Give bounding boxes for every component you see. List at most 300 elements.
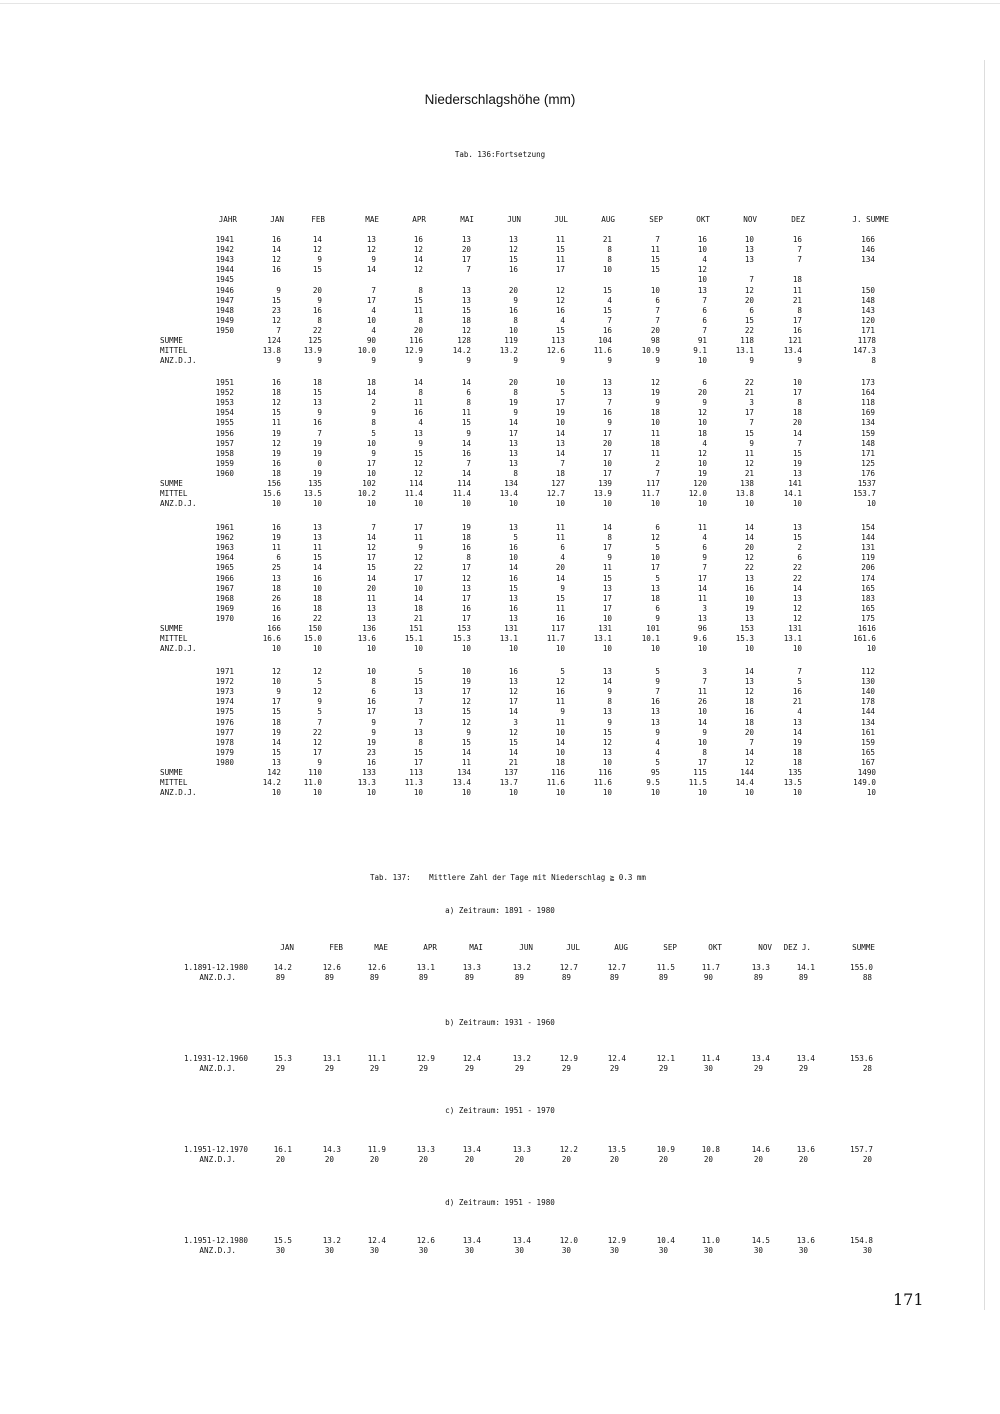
value-cell: 21 xyxy=(792,697,802,707)
table-row xyxy=(0,584,1000,594)
table-row xyxy=(0,439,1000,449)
value-cell: 10 xyxy=(508,553,518,563)
column-header: MAI xyxy=(469,943,483,952)
table-row xyxy=(0,667,1000,677)
value-cell: 17 xyxy=(697,573,707,583)
summary-cell: 13.8 xyxy=(262,346,281,356)
summary-cell: 11.6 xyxy=(593,778,612,788)
value-cell: 14 xyxy=(792,428,802,438)
column-header: SEP xyxy=(663,943,677,952)
value-cell: 18 xyxy=(366,378,376,387)
value-cell: 15 xyxy=(413,295,423,305)
count-cell: 88 xyxy=(862,973,872,982)
value-cell: 19 xyxy=(271,428,281,438)
summary-row xyxy=(0,489,1000,499)
value-cell: 12 xyxy=(650,533,660,543)
value-cell: 12 xyxy=(744,553,754,563)
summary-cell: 114 xyxy=(409,479,423,488)
value-cell: 7 xyxy=(749,275,754,285)
value-cell: 4 xyxy=(655,737,660,747)
summary-cell: 95 xyxy=(650,768,660,777)
value-cell: 12 xyxy=(555,295,565,305)
value-cell: 10 xyxy=(555,378,565,387)
value-cell: 15 xyxy=(650,255,660,265)
value-cell: 22 xyxy=(744,378,754,387)
summary-cell: 128 xyxy=(457,336,471,345)
value-cell: 16 xyxy=(271,613,281,623)
value-cell: 18 xyxy=(792,408,802,418)
value-cell: 12 xyxy=(461,717,471,727)
column-header: OKT xyxy=(708,943,722,952)
value-cell: 7 xyxy=(317,717,322,727)
summary-cell: 12.9 xyxy=(404,346,423,356)
count-cell: 29 xyxy=(561,1064,571,1073)
value-cell: 16 xyxy=(312,573,322,583)
year-cell: 1960 xyxy=(215,468,234,478)
value-cell: 12.4 xyxy=(462,1054,481,1063)
value-cell: 8 xyxy=(513,315,518,325)
summary-cell: 13.4 xyxy=(783,346,802,356)
year-cell: 1949 xyxy=(215,315,234,325)
value-cell: 17 xyxy=(508,428,518,438)
count-cell: 29 xyxy=(324,1064,334,1073)
value-cell: 17 xyxy=(792,315,802,325)
value-cell: 11 xyxy=(792,285,802,295)
value-cell: 17 xyxy=(461,563,471,573)
table-row xyxy=(0,687,1000,697)
value-cell: 16 xyxy=(697,235,707,244)
period-title: a) Zeitraum: 1891 - 1980 xyxy=(445,906,555,915)
summary-label: ANZ.D.J. xyxy=(160,499,197,509)
value-cell: 8 xyxy=(418,315,423,325)
value-cell: 12 xyxy=(461,325,471,335)
column-header: JAHR xyxy=(218,215,237,224)
value-cell: 9 xyxy=(607,717,612,727)
summary-cell: 13.1 xyxy=(783,634,802,644)
value-cell: 17 xyxy=(413,757,423,767)
value-cell: 13 xyxy=(461,295,471,305)
value-cell: 13.6 xyxy=(796,1236,815,1245)
value-cell: 13 xyxy=(461,285,471,295)
summary-cell: 138 xyxy=(740,479,754,488)
summary-cell: 10 xyxy=(650,499,660,509)
value-cell: 13.1 xyxy=(322,1054,341,1063)
value-cell: 20 xyxy=(744,543,754,553)
year-cell: 1962 xyxy=(215,533,234,543)
value-cell: 13 xyxy=(744,613,754,623)
value-cell: 13 xyxy=(792,717,802,727)
page-title: Niederschlagshöhe (mm) xyxy=(424,92,576,107)
period-counts-row xyxy=(0,1064,1000,1074)
value-cell: 13 xyxy=(366,235,376,244)
value-cell: 12 xyxy=(271,315,281,325)
value-cell: 9 xyxy=(317,757,322,767)
value-cell: 17 xyxy=(555,265,565,275)
table-row xyxy=(0,255,1000,265)
value-cell: 17 xyxy=(413,573,423,583)
value-cell: 13 xyxy=(792,593,802,603)
value-cell: 16 xyxy=(461,543,471,553)
value-cell: 10 xyxy=(555,747,565,757)
value-cell: 17 xyxy=(366,295,376,305)
value-cell: 13 xyxy=(508,677,518,687)
value-cell: 16 xyxy=(366,697,376,707)
value-cell: 10 xyxy=(366,438,376,448)
value-cell: 17 xyxy=(366,458,376,468)
value-cell: 10 xyxy=(697,737,707,747)
column-header: DEZ J. xyxy=(783,943,811,952)
summary-cell: 10 xyxy=(366,788,376,798)
value-cell: 12.0 xyxy=(559,1236,578,1245)
count-cell: 30 xyxy=(703,1246,713,1255)
value-cell: 5 xyxy=(418,667,423,676)
value-cell: 13.4 xyxy=(462,1145,481,1154)
value-cell: 10 xyxy=(366,315,376,325)
value-cell: 120 xyxy=(861,315,875,325)
value-cell: 10 xyxy=(312,583,322,593)
value-cell: 23 xyxy=(366,747,376,757)
value-cell: 10 xyxy=(271,677,281,687)
value-cell: 9 xyxy=(466,428,471,438)
value-cell: 13 xyxy=(508,523,518,532)
value-cell: 16 xyxy=(508,573,518,583)
value-cell: 13 xyxy=(650,707,660,717)
value-cell: 5 xyxy=(655,757,660,767)
value-cell: 12 xyxy=(744,687,754,697)
value-cell: 18 xyxy=(461,315,471,325)
value-cell: 171 xyxy=(861,325,875,335)
summary-cell: 9 xyxy=(418,356,423,366)
year-cell: 1954 xyxy=(215,408,234,418)
value-cell: 4 xyxy=(702,533,707,543)
value-cell: 11 xyxy=(555,255,565,265)
value-cell: 6 xyxy=(560,543,565,553)
summary-cell: 119 xyxy=(504,336,518,345)
year-cell: 1968 xyxy=(215,593,234,603)
value-cell: 16 xyxy=(792,687,802,697)
value-cell: 7 xyxy=(702,677,707,687)
value-cell: 18 xyxy=(413,603,423,613)
year-cell: 1955 xyxy=(215,418,234,428)
value-cell: 17 xyxy=(602,428,612,438)
value-cell: 13 xyxy=(508,458,518,468)
summary-cell: 110 xyxy=(308,768,322,777)
count-cell: 89 xyxy=(464,973,474,982)
value-cell: 13.6 xyxy=(796,1145,815,1154)
column-header: JUL xyxy=(566,943,580,952)
value-cell: 14 xyxy=(413,593,423,603)
count-cell: 89 xyxy=(418,973,428,982)
value-cell: 12.9 xyxy=(607,1236,626,1245)
value-cell: 12.2 xyxy=(559,1145,578,1154)
value-cell: 16 xyxy=(555,613,565,623)
value-cell: 8 xyxy=(607,697,612,707)
value-cell: 12.6 xyxy=(322,963,341,972)
value-cell: 5 xyxy=(655,573,660,583)
value-cell: 14 xyxy=(555,448,565,458)
value-cell: 10 xyxy=(697,458,707,468)
value-cell: 15 xyxy=(602,727,612,737)
value-cell: 9 xyxy=(607,553,612,563)
value-cell: 13 xyxy=(413,727,423,737)
summary-label: ANZ.D.J. xyxy=(160,788,197,798)
column-header: OKT xyxy=(696,215,710,224)
count-cell: 20 xyxy=(514,1155,524,1164)
value-cell: 12 xyxy=(555,677,565,687)
count-cell: 20 xyxy=(418,1155,428,1164)
value-cell: 9 xyxy=(418,438,423,448)
value-cell: 22 xyxy=(792,573,802,583)
period-title: b) Zeitraum: 1931 - 1960 xyxy=(445,1018,555,1027)
count-cell: 29 xyxy=(464,1064,474,1073)
value-cell: 13 xyxy=(312,398,322,408)
value-cell: 14 xyxy=(602,523,612,532)
summary-cell: 9 xyxy=(317,356,322,366)
year-cell: 1967 xyxy=(215,583,234,593)
summary-cell: 10 xyxy=(555,644,565,654)
value-cell: 10 xyxy=(697,707,707,717)
count-cell: 30 xyxy=(369,1246,379,1255)
summary-cell: 147.3 xyxy=(853,346,876,356)
value-cell: 7 xyxy=(655,305,660,315)
year-cell: 1951 xyxy=(215,378,234,387)
period-values-row xyxy=(0,1145,1000,1155)
value-cell: 12 xyxy=(312,737,322,747)
value-cell: 16 xyxy=(508,603,518,613)
value-cell: 6 xyxy=(702,543,707,553)
summary-cell: 11.6 xyxy=(593,346,612,356)
value-cell: 16 xyxy=(555,305,565,315)
summary-cell: 102 xyxy=(362,479,376,488)
value-cell: 20 xyxy=(697,388,707,398)
value-cell: 18 xyxy=(271,583,281,593)
value-cell: 7 xyxy=(371,285,376,295)
value-cell: 13 xyxy=(792,523,802,532)
value-cell: 12 xyxy=(697,448,707,458)
table-row xyxy=(0,235,1000,245)
value-cell: 13 xyxy=(697,613,707,623)
value-cell: 154 xyxy=(861,523,875,532)
value-cell: 14.5 xyxy=(751,1236,770,1245)
summary-cell: 11.4 xyxy=(452,489,471,499)
value-cell: 17 xyxy=(744,408,754,418)
value-cell: 130 xyxy=(861,677,875,687)
table-row xyxy=(0,398,1000,408)
value-cell: 17 xyxy=(555,398,565,408)
value-cell: 13 xyxy=(366,613,376,623)
value-cell: 14 xyxy=(744,523,754,532)
value-cell: 13 xyxy=(555,438,565,448)
year-cell: 1959 xyxy=(215,458,234,468)
column-header: MAE xyxy=(365,215,379,224)
value-cell: 12 xyxy=(413,245,423,255)
table-row xyxy=(0,738,1000,748)
table-row xyxy=(0,677,1000,687)
summary-cell: 10 xyxy=(866,788,876,798)
count-cell: 90 xyxy=(703,973,713,982)
summary-cell: 10 xyxy=(271,499,281,509)
value-cell: 13 xyxy=(508,438,518,448)
value-cell: 6 xyxy=(371,687,376,697)
summary-cell: 10 xyxy=(312,644,322,654)
value-cell: 18 xyxy=(650,438,660,448)
value-cell: 21 xyxy=(744,468,754,478)
year-cell: 1973 xyxy=(215,687,234,697)
value-cell: 11 xyxy=(744,448,754,458)
value-cell: 16 xyxy=(413,408,423,418)
count-cell: 30 xyxy=(658,1246,668,1255)
value-cell: 11 xyxy=(697,687,707,697)
value-cell: 14 xyxy=(744,533,754,543)
summary-cell: 10 xyxy=(461,499,471,509)
value-cell: 11 xyxy=(602,563,612,573)
summary-row xyxy=(0,644,1000,654)
value-cell: 9 xyxy=(655,398,660,408)
summary-cell: 156 xyxy=(267,479,281,488)
value-cell: 9 xyxy=(655,613,660,623)
value-cell: 12 xyxy=(555,285,565,295)
value-cell: 13 xyxy=(602,667,612,676)
value-cell: 9 xyxy=(655,727,660,737)
summary-cell: 11.7 xyxy=(641,489,660,499)
table-row xyxy=(0,574,1000,584)
value-cell: 20 xyxy=(792,418,802,428)
value-cell: 14 xyxy=(508,747,518,757)
summary-cell: 10 xyxy=(413,788,423,798)
column-header: AUG xyxy=(601,215,615,224)
value-cell: 14 xyxy=(366,388,376,398)
count-cell: 89 xyxy=(369,973,379,982)
value-cell: 20 xyxy=(508,285,518,295)
value-cell: 7 xyxy=(655,687,660,697)
value-cell: 10 xyxy=(650,553,660,563)
value-cell: 13 xyxy=(508,235,518,244)
value-cell: 175 xyxy=(861,613,875,623)
value-cell: 17 xyxy=(461,255,471,265)
value-cell: 9 xyxy=(560,707,565,717)
value-cell: 16 xyxy=(312,305,322,315)
value-cell: 9 xyxy=(702,727,707,737)
value-cell: 10 xyxy=(744,593,754,603)
period-label: 1.1951-12.1980 xyxy=(183,1236,248,1245)
page-number: 171 xyxy=(893,1290,924,1309)
value-cell: 6 xyxy=(466,388,471,398)
value-cell: 13 xyxy=(744,255,754,265)
value-cell: 14 xyxy=(271,245,281,255)
summary-cell: 96 xyxy=(697,624,707,633)
value-cell: 13 xyxy=(271,757,281,767)
value-cell: 13.4 xyxy=(462,1236,481,1245)
value-cell: 11 xyxy=(697,523,707,532)
value-cell: 11.9 xyxy=(367,1145,386,1154)
value-cell: 13 xyxy=(650,717,660,727)
value-cell: 12 xyxy=(271,255,281,265)
summary-cell: 10 xyxy=(697,788,707,798)
value-cell: 174 xyxy=(861,573,875,583)
value-cell: 15 xyxy=(413,747,423,757)
summary-label: MITTEL xyxy=(160,778,188,788)
value-cell: 157.7 xyxy=(850,1145,873,1154)
value-cell: 140 xyxy=(861,687,875,697)
value-cell: 16 xyxy=(602,325,612,335)
count-cell: 89 xyxy=(561,973,571,982)
value-cell: 8 xyxy=(317,315,322,325)
value-cell: 19 xyxy=(650,388,660,398)
count-cell: 29 xyxy=(369,1064,379,1073)
value-cell: 7 xyxy=(749,418,754,428)
value-cell: 13 xyxy=(271,573,281,583)
value-cell: 15 xyxy=(555,245,565,255)
table-row xyxy=(0,604,1000,614)
value-cell: 11 xyxy=(650,428,660,438)
table-row xyxy=(0,748,1000,758)
value-cell: 18 xyxy=(792,757,802,767)
value-cell: 16 xyxy=(508,265,518,275)
summary-cell: 10 xyxy=(744,788,754,798)
value-cell: 19 xyxy=(461,523,471,532)
summary-cell: 9 xyxy=(466,356,471,366)
summary-cell: 9.6 xyxy=(693,634,707,644)
value-cell: 12.1 xyxy=(656,1054,675,1063)
value-cell: 20 xyxy=(461,245,471,255)
year-cell: 1958 xyxy=(215,448,234,458)
value-cell: 10 xyxy=(697,245,707,255)
value-cell: 14 xyxy=(555,428,565,438)
value-cell: 12.9 xyxy=(416,1054,435,1063)
value-cell: 11 xyxy=(461,757,471,767)
value-cell: 164 xyxy=(861,388,875,398)
summary-cell: 1537 xyxy=(857,479,876,488)
column-header: SUMME xyxy=(852,943,875,952)
value-cell: 11 xyxy=(555,603,565,613)
value-cell: 15 xyxy=(555,593,565,603)
value-cell: 16 xyxy=(271,523,281,532)
value-cell: 23 xyxy=(271,305,281,315)
summary-cell: 131 xyxy=(598,624,612,633)
count-cell: 20 xyxy=(753,1155,763,1164)
value-cell: 10 xyxy=(650,418,660,428)
summary-label: SUMME xyxy=(160,768,183,777)
value-cell: 15 xyxy=(413,448,423,458)
value-cell: 13 xyxy=(602,378,612,387)
count-cell: 20 xyxy=(798,1155,808,1164)
summary-row xyxy=(0,356,1000,366)
table-row xyxy=(0,728,1000,738)
summary-cell: 116 xyxy=(551,768,565,777)
value-cell: 15 xyxy=(312,265,322,275)
value-cell: 17 xyxy=(697,757,707,767)
value-cell: 176 xyxy=(861,468,875,478)
value-cell: 8 xyxy=(418,388,423,398)
table-row xyxy=(0,378,1000,388)
year-cell: 1963 xyxy=(215,543,234,553)
summary-cell: 13.1 xyxy=(593,634,612,644)
summary-cell: 1490 xyxy=(857,768,876,777)
value-cell: 16 xyxy=(271,603,281,613)
summary-cell: 9 xyxy=(607,356,612,366)
summary-cell: 10 xyxy=(792,788,802,798)
table-row xyxy=(0,388,1000,398)
period-counts-row xyxy=(0,973,1000,983)
value-cell: 10 xyxy=(602,757,612,767)
value-cell: 22 xyxy=(744,563,754,573)
value-cell: 13.5 xyxy=(607,1145,626,1154)
value-cell: 10 xyxy=(413,583,423,593)
value-cell: 11 xyxy=(461,408,471,418)
value-cell: 15 xyxy=(312,388,322,398)
value-cell: 16 xyxy=(366,757,376,767)
value-cell: 144 xyxy=(861,533,875,543)
